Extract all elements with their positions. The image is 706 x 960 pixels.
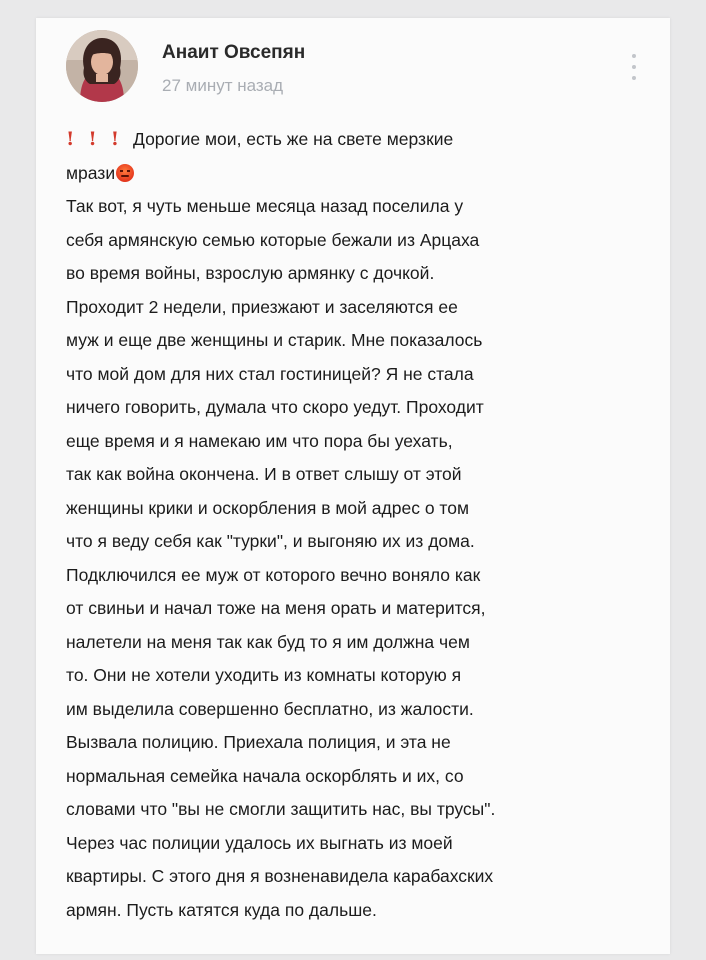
post-line: ничего говорить, думала что скоро уедут. Проходит (66, 397, 484, 417)
post-paragraph (66, 190, 650, 927)
avatar-photo-icon (66, 30, 138, 102)
post-line: армян. Пусть катятся куда по дальше. (66, 899, 377, 920)
post-first-line-text: Дорогие мои, есть же на свете мерзкие (133, 129, 454, 149)
post-line: Вызвала полицию. Приехала полиция, и эта не (66, 732, 451, 752)
vertical-ellipsis-icon[interactable] (630, 54, 638, 80)
post-line: Проходит 2 недели, приезжают и заселяются ее (66, 296, 458, 317)
post-timestamp[interactable]: 27 минут назад (162, 76, 284, 95)
post-line: от свиньи и начал тоже на меня орать и матерится, (66, 598, 486, 618)
post-line: нормальная семейка начала оскорблять и их, со (66, 765, 464, 786)
post-line: женщины крики и оскорбления в мой адрес о том (66, 497, 469, 518)
post-card (36, 18, 670, 954)
exclamation-mark: ! (66, 128, 75, 150)
post-line: что я веду себя как "турки", и выгоняю их из дома. (66, 531, 475, 551)
post-line: им выделила совершенно бесплатно, из жалости. (66, 698, 474, 719)
post-line: муж и еще две женщины и старик. Мне показалось (66, 330, 483, 350)
post-line: налетели на меня так как буд то я им должна чем (66, 631, 470, 652)
dot (632, 54, 636, 58)
dot (632, 65, 636, 69)
post-line: квартиры. С этого дня я возненавидела карабахских (66, 866, 494, 886)
post-line: еще время и я намекаю им что пора бы уехать, (66, 430, 453, 451)
post-line: во время войны, взрослую армянку с дочкой. (66, 263, 435, 283)
post-first-line (66, 123, 650, 157)
angry-face-icon (116, 164, 134, 182)
dot (632, 76, 636, 80)
post-line: словами что "вы не смогли защитить нас, вы трусы". (66, 799, 496, 819)
post-line: так как война окончена. И в ответ слышу от этой (66, 464, 462, 484)
post-text (66, 123, 650, 927)
author-name[interactable]: Анаит Овсепян (162, 42, 306, 63)
exclamation-mark: ! (88, 128, 97, 150)
post-line: Так вот, я чуть меньше месяца назад поселила у (66, 196, 464, 216)
post-line: Через час полиции удалось их выгнать из моей (66, 832, 453, 853)
post-line: Подключился ее муж от которого вечно воняло как (66, 564, 481, 585)
post-header (66, 30, 650, 110)
post-line: что мой дом для них стал гостиницей? Я не стала (66, 363, 474, 384)
post-second-line-text: мрази (66, 162, 116, 183)
avatar[interactable] (66, 30, 138, 102)
post-line: себя армянскую семью которые бежали из Арцаха (66, 229, 480, 250)
exclamation-mark: ! (110, 128, 120, 150)
post-second-line (66, 157, 650, 191)
post-line: то. Они не хотели уходить из комнаты которую я (66, 665, 462, 685)
